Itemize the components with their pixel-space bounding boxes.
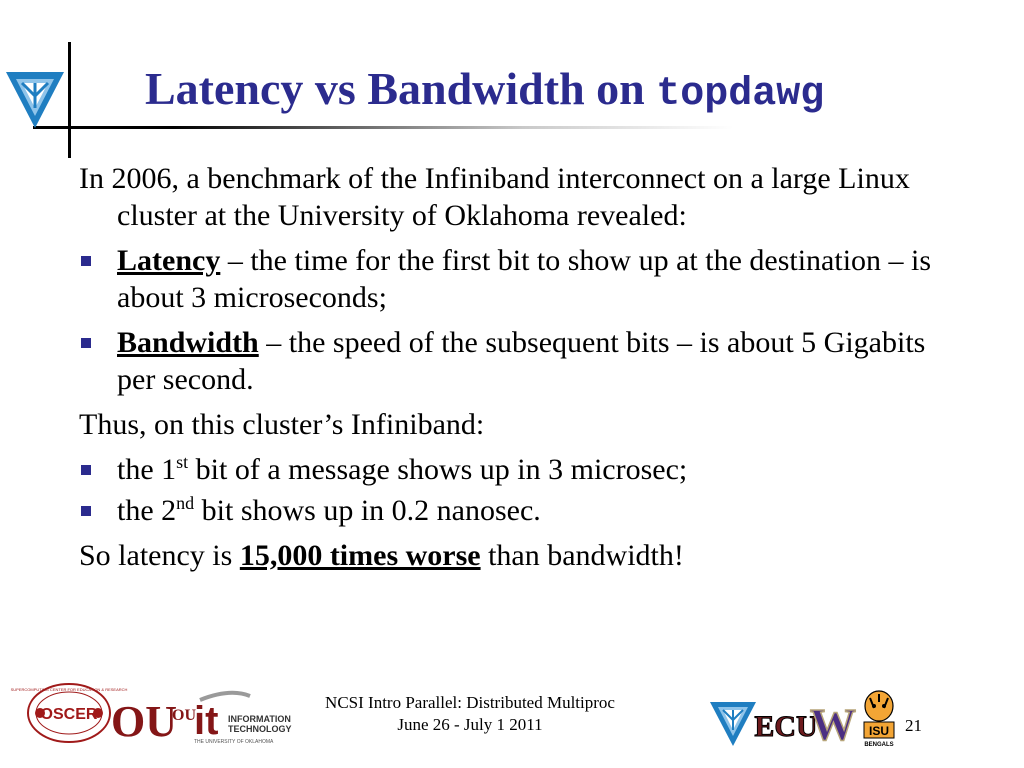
it-logo-icon [170,690,292,746]
ordinal-suffix: nd [176,493,195,513]
bullet-square-icon [81,256,91,266]
footer-course: NCSI Intro Parallel: Distributed Multiproc [325,693,615,712]
conclusion-text: So latency is [79,539,240,572]
second-bit-rest: bit shows up in 0.2 nanosec. [194,494,541,527]
bullet-second-bit [79,492,959,529]
conclusion-emphasis: 15,000 times worse [239,539,481,572]
title-code: topdawg [656,72,825,117]
footer-caption [290,692,650,736]
svg-text:ECU: ECU [754,710,818,743]
title-horizontal-rule [33,126,733,129]
slide-body [79,160,959,582]
latency-description: – the time for the first bit to show up at the destination – is about 3 microseconds; [117,244,932,314]
footer-date: June 26 - July 1 2011 [397,715,543,734]
bullet-latency [79,242,959,316]
svg-text:BENGALS: BENGALS [864,742,894,748]
thus-paragraph: Thus, on this cluster’s Infiniband: [79,408,485,441]
bullet-bandwidth [79,324,959,398]
svg-text:INFORMATION: INFORMATION [228,714,291,724]
ordinal-suffix: st [176,452,189,472]
title-vertical-rule [68,42,71,158]
conclusion-rest: than bandwidth! [480,539,684,572]
second-bit-text: the 2 [117,494,177,527]
first-bit-text: the 1 [117,453,177,486]
ecu-logo-icon [754,698,818,744]
svg-text:TECHNOLOGY: TECHNOLOGY [228,724,292,734]
page-number: 21 [905,716,922,735]
bullet-first-bit [79,451,959,488]
svg-text:OSCER: OSCER [40,706,98,723]
ou-logo-icon [111,686,177,746]
slide-title: Latency vs Bandwidth on topdawg [145,63,825,117]
isu-bengals-logo-icon [860,688,898,748]
conclusion-paragraph [79,537,959,574]
svg-text:SUPERCOMPUTING CENTER FOR EDUC: SUPERCOMPUTING CENTER FOR EDUCATION & RESEARCH [10,687,128,692]
bandwidth-description: – the speed of the subsequent bits – is about 5 Gigabits per second. [117,326,926,396]
latency-term: Latency [117,244,221,277]
svg-text:OU: OU [111,697,177,746]
svg-text:OU: OU [172,707,196,724]
bullet-square-icon [81,465,91,475]
bullet-square-icon [81,338,91,348]
svg-text:THE UNIVERSITY OF OKLAHOMA: THE UNIVERSITY OF OKLAHOMA [194,739,274,745]
bandwidth-term: Bandwidth [117,326,259,359]
svg-text:it: it [194,699,219,743]
oscer-logo-icon [10,682,128,744]
intro-paragraph: In 2006, a benchmark of the Infiniband interconnect on a large Linux cluster at the University of Oklahoma revealed: [79,162,910,232]
svg-text:W: W [810,699,856,750]
bullet-square-icon [81,506,91,516]
triangle-logo-icon [708,700,758,748]
triangle-logo-icon [4,70,66,130]
svg-text:ISU: ISU [868,724,890,738]
first-bit-rest: bit of a message shows up in 3 microsec; [188,453,688,486]
uw-logo-icon [808,699,858,750]
